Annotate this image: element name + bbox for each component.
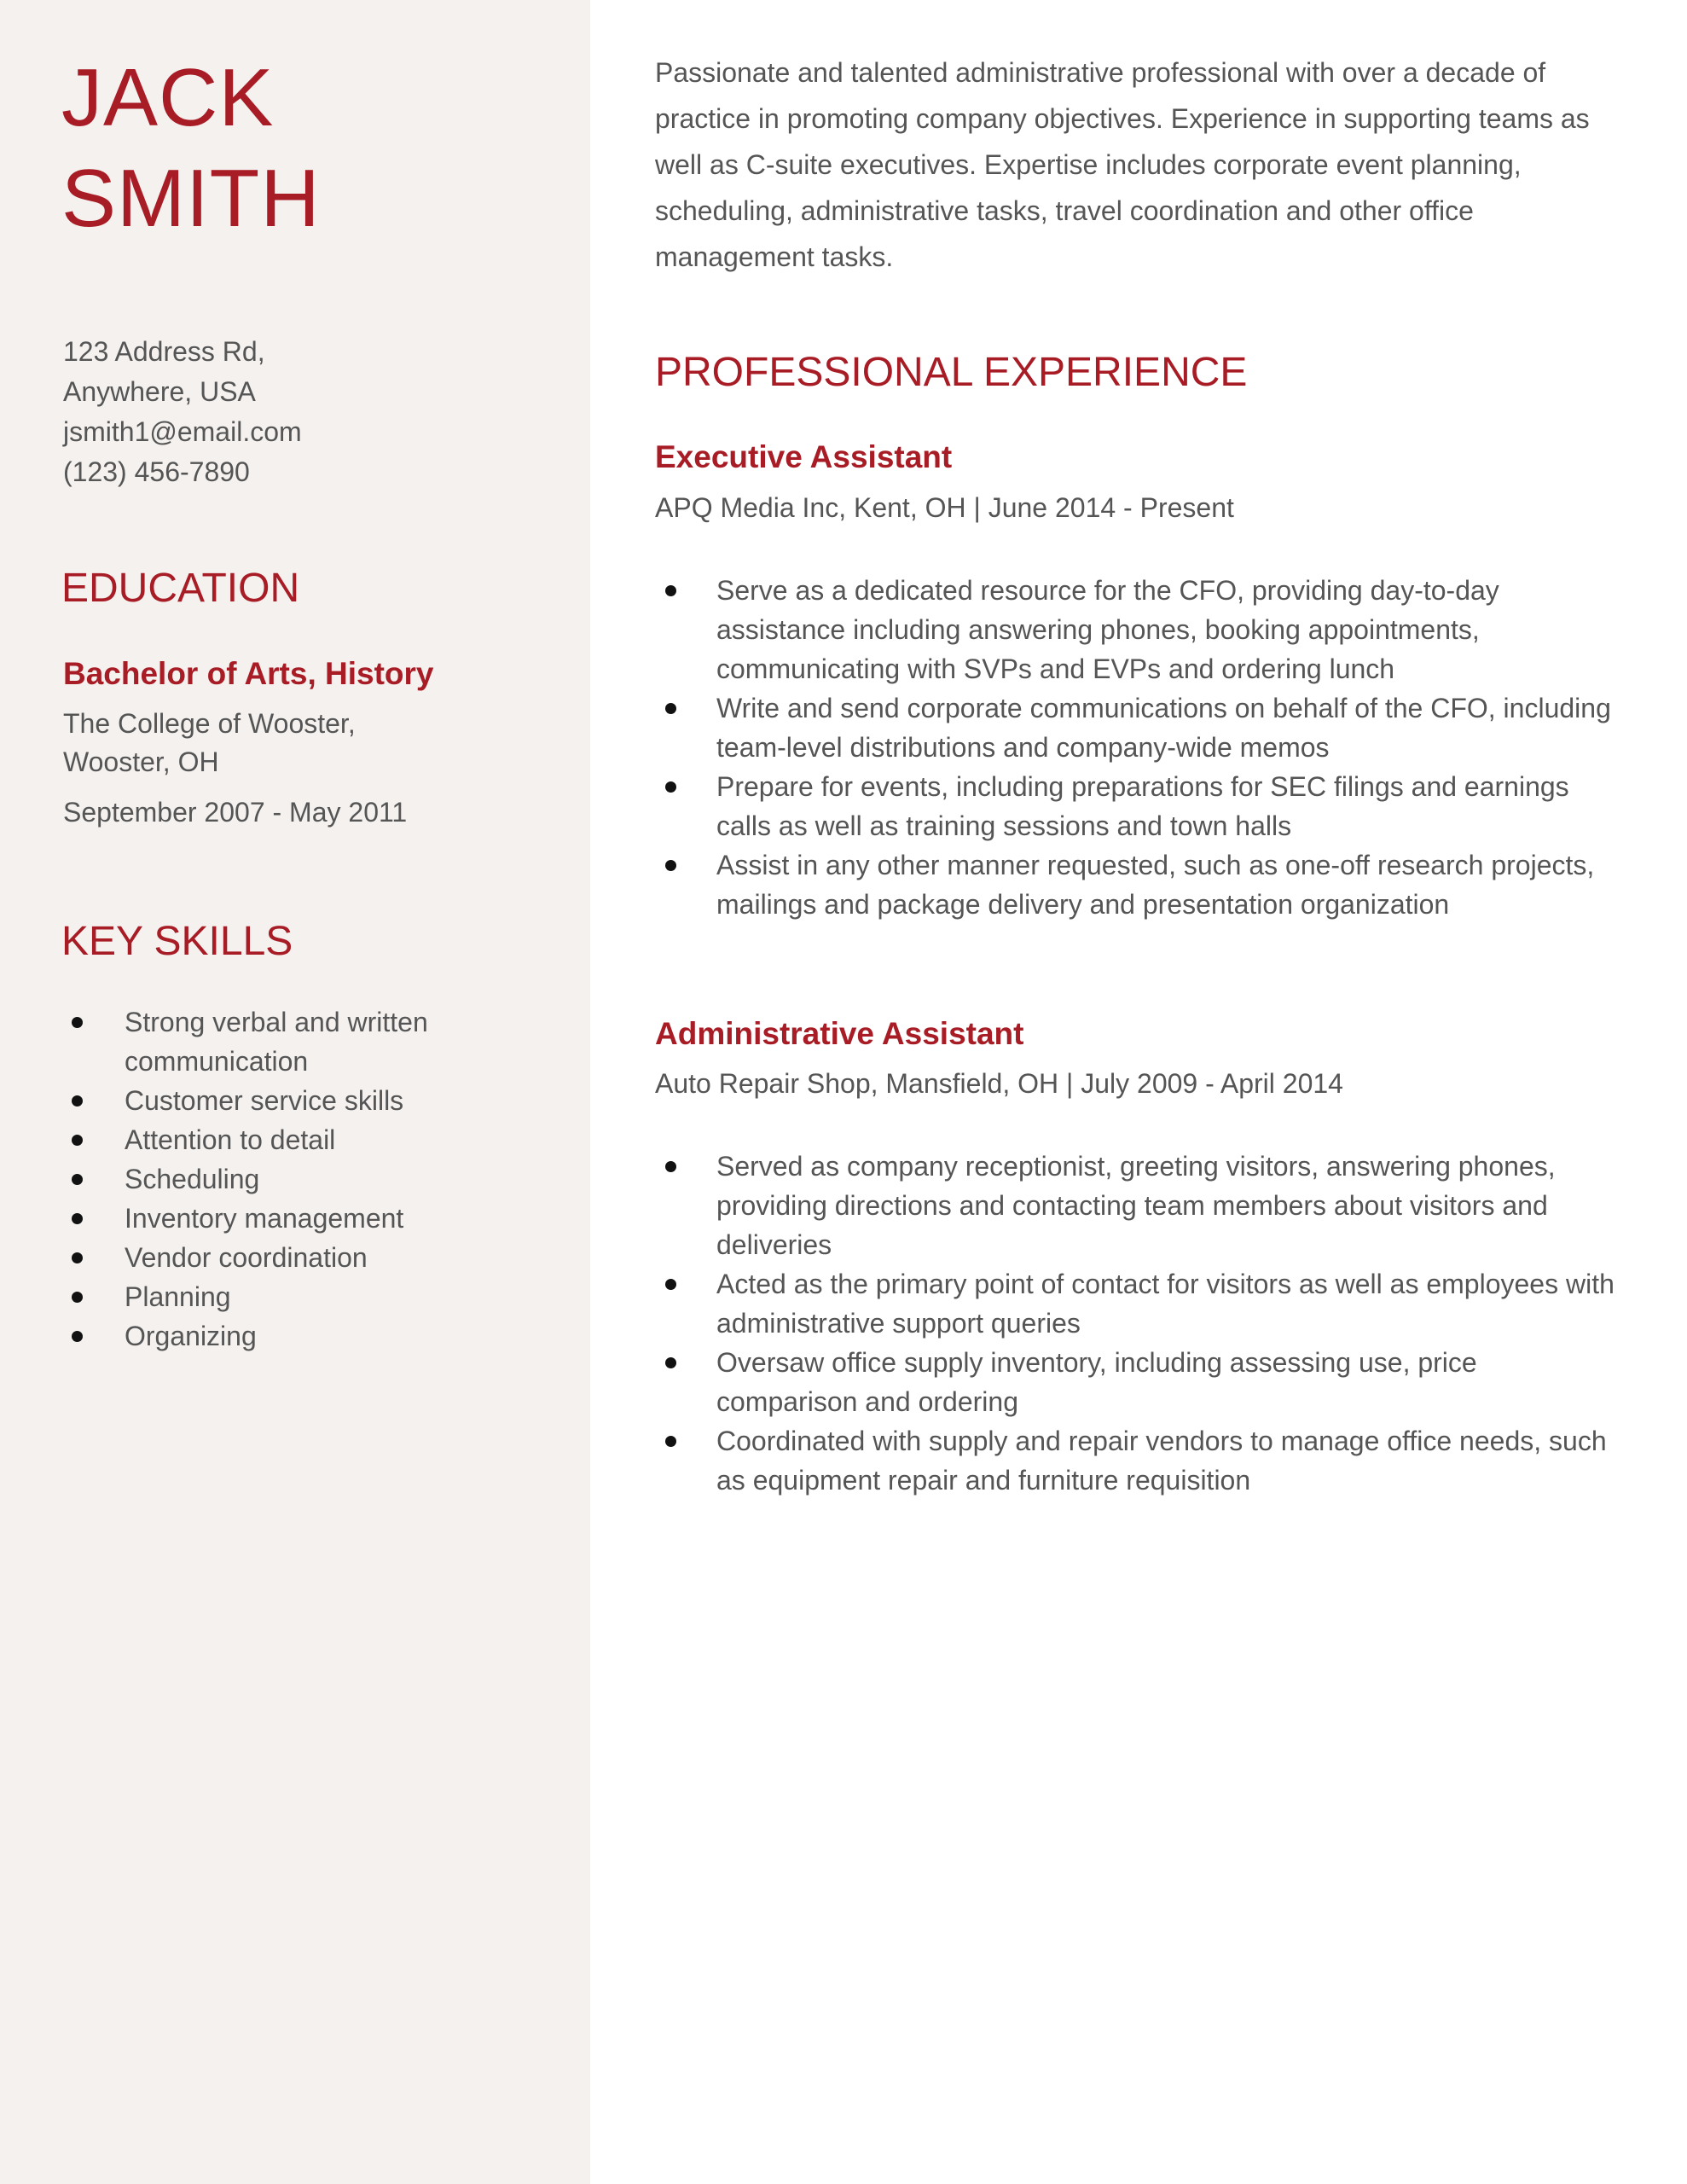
skills-heading: KEY SKILLS <box>61 919 293 964</box>
school-block <box>63 705 356 781</box>
list-item <box>655 767 1619 845</box>
bullet-text: Serve as a dedicated resource for the CFO, providing day-to-day assistance including answering phones, booking appointments, communicating with SVPs and EVPs and ordering lunch <box>716 575 1499 684</box>
bullet-icon <box>665 1357 676 1368</box>
degree: Bachelor of Arts, History <box>63 656 434 691</box>
list-item <box>655 688 1619 767</box>
skill-text: Strong verbal and written communication <box>125 1007 428 1077</box>
skill-text: Scheduling <box>125 1164 260 1194</box>
skill-text: Inventory management <box>125 1203 404 1234</box>
experience-heading: PROFESSIONAL EXPERIENCE <box>655 350 1248 395</box>
bullet-icon <box>72 1017 83 1028</box>
job-title: Executive Assistant <box>655 439 953 474</box>
school-location: Wooster, OH <box>63 746 219 777</box>
list-item <box>655 845 1619 924</box>
bullet-text: Acted as the primary point of contact for visitors as well as employees with administrative support queries <box>716 1269 1615 1339</box>
first-name: JACK <box>61 52 275 143</box>
address-line1: 123 Address Rd, <box>63 336 265 367</box>
candidate-name <box>61 48 321 249</box>
bullet-icon <box>665 703 676 714</box>
bullet-icon <box>665 1436 676 1447</box>
list-item <box>63 1316 507 1356</box>
skill-text: Customer service skills <box>125 1085 404 1116</box>
list-item <box>655 1421 1619 1500</box>
education-dates: September 2007 - May 2011 <box>63 797 408 828</box>
list-item <box>63 1081 507 1120</box>
list-item <box>63 1238 507 1277</box>
job-meta: APQ Media Inc, Kent, OH | June 2014 - Present <box>655 492 1234 523</box>
job-bullets <box>655 1147 1619 1500</box>
education-heading: EDUCATION <box>61 566 300 611</box>
bullet-icon <box>72 1292 83 1303</box>
list-item <box>655 1343 1619 1421</box>
bullet-text: Assist in any other manner requested, such as one-off research projects, mailings and package delivery and presentation organization <box>716 850 1595 920</box>
list-item <box>63 1159 507 1199</box>
list-item <box>655 571 1619 688</box>
school: The College of Wooster, <box>63 708 356 739</box>
bullet-text: Coordinated with supply and repair vendors to manage office needs, such as equipment repair and furniture requisition <box>716 1426 1607 1496</box>
bullet-icon <box>72 1135 83 1146</box>
address-line2: Anywhere, USA <box>63 376 256 407</box>
email: jsmith1@email.com <box>63 416 302 447</box>
skill-text: Organizing <box>125 1321 257 1351</box>
bullet-icon <box>72 1252 83 1263</box>
list-item <box>63 1199 507 1238</box>
bullet-text: Write and send corporate communications on behalf of the CFO, including team-level distributions and company-wide memos <box>716 693 1611 763</box>
bullet-icon <box>72 1174 83 1185</box>
bullet-icon <box>665 1279 676 1290</box>
bullet-text: Oversaw office supply inventory, including assessing use, price comparison and ordering <box>716 1347 1477 1417</box>
list-item <box>655 1147 1619 1264</box>
bullet-icon <box>72 1331 83 1342</box>
bullet-text: Served as company receptionist, greeting visitors, answering phones, providing directions and contacting team members about visitors and deliveries <box>716 1151 1556 1260</box>
job-bullets <box>655 571 1619 924</box>
summary: Passionate and talented administrative professional with over a decade of practice in promoting company objectives. Experience in supporting teams as well as C-suite executives. Expertise includes corporate event planning, scheduling, administrative tasks, travel coordination and other office management tasks. <box>655 57 1590 272</box>
contact-info <box>63 332 302 492</box>
list-item <box>63 1277 507 1316</box>
bullet-icon <box>665 585 676 596</box>
job-meta: Auto Repair Shop, Mansfield, OH | July 2009 - April 2014 <box>655 1068 1343 1099</box>
phone: (123) 456-7890 <box>63 456 250 487</box>
bullet-icon <box>72 1213 83 1224</box>
job-title: Administrative Assistant <box>655 1016 1024 1051</box>
list-item <box>655 1264 1619 1343</box>
skill-text: Attention to detail <box>125 1124 336 1155</box>
skills-list <box>63 1002 507 1356</box>
bullet-icon <box>665 1161 676 1172</box>
last-name: SMITH <box>61 153 321 244</box>
skill-text: Vendor coordination <box>125 1242 368 1273</box>
bullet-text: Prepare for events, including preparations for SEC filings and earnings calls as well as training sessions and town halls <box>716 771 1569 841</box>
bullet-icon <box>72 1095 83 1107</box>
bullet-icon <box>665 860 676 871</box>
list-item <box>63 1002 507 1081</box>
skill-text: Planning <box>125 1281 231 1312</box>
bullet-icon <box>665 781 676 793</box>
list-item <box>63 1120 507 1159</box>
